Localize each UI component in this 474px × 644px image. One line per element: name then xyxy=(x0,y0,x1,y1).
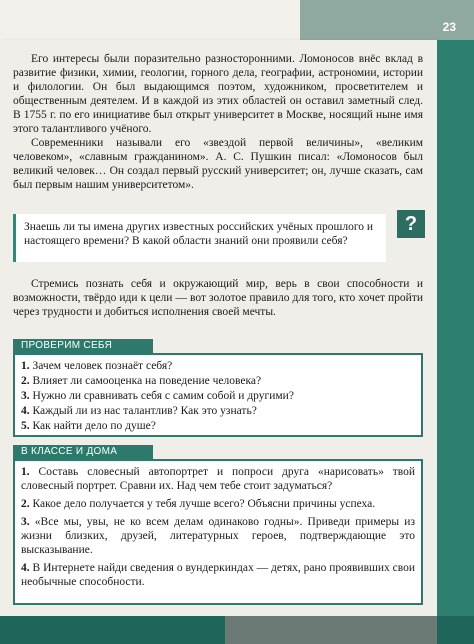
list-item: 4. Каждый ли из нас талантлив? Как это узнать? xyxy=(21,405,257,417)
bottom-grey-block xyxy=(225,616,437,644)
list-item: 1. Зачем человек познаёт себя? xyxy=(21,360,173,372)
question-box: Знаешь ли ты имена других известных российских учёных прошлого и настоящего времени? В какой области знаний они проявили себя? xyxy=(13,214,386,262)
section-title-home: В КЛАССЕ И ДОМА xyxy=(13,445,153,459)
list-item: 3. Нужно ли сравнивать себя с самим собой и другими? xyxy=(21,390,294,402)
check-list xyxy=(21,359,415,434)
list-item: 5. Как найти дело по душе? xyxy=(21,420,156,432)
paragraph-golden-rule: Стремись познать себя и окружающий мир, верь в свои способности и возможности, твёрдо иди к цели — вот золотое правило для того, кто хочет пройти через трудности и добиться исполнения своей мечты. xyxy=(13,278,423,318)
check-section xyxy=(13,353,423,437)
list-item: 2. Какое дело получается у тебя лучше всего? Объясни причины успеха. xyxy=(21,498,376,510)
list-item: 2. Влияет ли самооценка на поведение человека? xyxy=(21,375,262,387)
question-mark-icon: ? xyxy=(397,210,425,238)
list-item: 1. Составь словесный автопортрет и попроси друга «нарисовать» твой словесный портрет. Сравни их. Над чем тебе стоит задуматься? xyxy=(21,466,416,492)
paragraph-interests: Его интересы были поразительно разносторонними. Ломоносов внёс вклад в развитие физики, химии, геологии, горного дела, географии, астрономии, истории и филологии. Он был выдающимся поэтом, художником, просветителем и общественным деятелем. И в каждой из этих областей он оставил заметный след. В 1755 г. по его инициативе был открыт университет в Москве, носящий ныне имя этого талантливого учёного. xyxy=(13,53,423,135)
page-number: 23 xyxy=(442,20,456,34)
right-color-strip xyxy=(437,40,474,644)
list-item: 3. «Все мы, увы, не ко всем делам одинаково годны». Приведи примеры из жизни близких, друзей, литературных героев, подтверждающие это высказывание. xyxy=(21,516,415,556)
list-item: 4. В Интернете найди сведения о вундеркиндах — детях, рано проявивших свои необычные способности. xyxy=(21,562,415,588)
paragraph-contemporaries: Современники называли его «звездой первой величины», «великим человеком», «славным гражданином». А. С. Пушкин писал: «Ломоносов был великий человек… Он создал первый русский университет; он, лучше сказать, сам был первым нашим университетом». xyxy=(13,137,423,191)
section-title-check: ПРОВЕРИМ СЕБЯ xyxy=(13,339,153,353)
home-section xyxy=(13,459,423,605)
home-list xyxy=(21,465,415,589)
